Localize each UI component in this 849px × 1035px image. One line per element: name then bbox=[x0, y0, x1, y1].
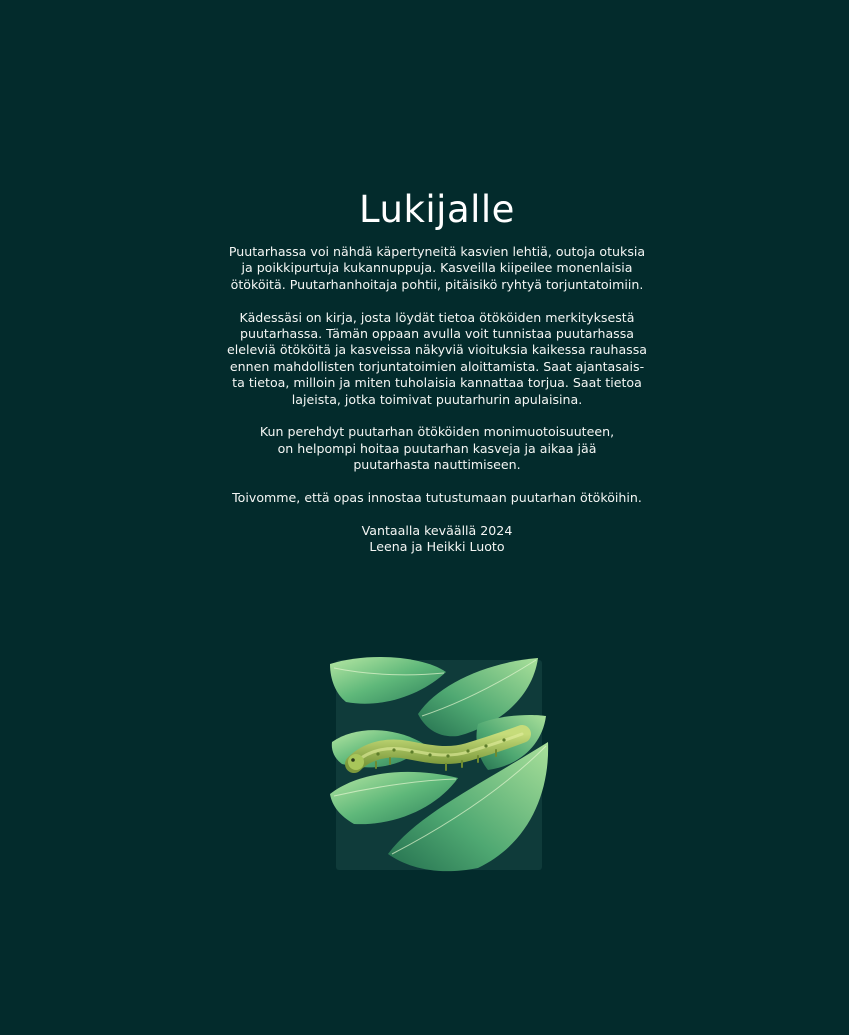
text-line: puutarhassa. Tämän oppaan avulla voit tunnistaa puutarhassa bbox=[239, 326, 635, 342]
paragraph-2 bbox=[187, 310, 687, 408]
text-line: puutarhasta nauttimiseen. bbox=[353, 457, 521, 473]
caterpillar-on-leaves-illustration bbox=[328, 654, 550, 874]
text-line: ennen mahdollisten torjuntatoimien aloittamista. Saat ajantasais- bbox=[229, 358, 645, 374]
foreword-text bbox=[187, 244, 687, 572]
text-line: Kädessäsi on kirja, josta löydät tietoa ötököiden merkityksestä bbox=[239, 309, 635, 325]
text-line: ja poikkipurtuja kukannuppuja. Kasveilla kiipeilee monenlaisia bbox=[241, 260, 633, 276]
paragraph-4 bbox=[187, 490, 687, 506]
text-line: ötököitä. Puutarhanhoitaja pohtii, pitäisikö ryhtyä torjuntatoimiin. bbox=[230, 276, 644, 292]
text-line: on helpompi hoitaa puutarhan kasveja ja aikaa jää bbox=[277, 440, 597, 456]
signature bbox=[187, 523, 687, 556]
text-line: eleleviä ötököitä ja kasveissa näkyviä vioituksia kaikessa rauhassa bbox=[226, 342, 648, 358]
paragraph-3 bbox=[187, 424, 687, 473]
text-line: Toivomme, että opas innostaa tutustumaan puutarhan ötököihin. bbox=[232, 490, 642, 506]
page-title: Lukijalle bbox=[359, 188, 515, 231]
paragraph-1 bbox=[187, 244, 687, 293]
text-line: Puutarhassa voi nähdä käpertyneitä kasvien lehtiä, outoja otuksia bbox=[228, 244, 646, 259]
signature-place-date: Vantaalla keväällä 2024 bbox=[361, 522, 513, 538]
text-line: lajeista, jotka toimivat puutarhurin apulaisina. bbox=[291, 391, 583, 407]
signature-authors: Leena ja Heikki Luoto bbox=[369, 539, 505, 555]
text-line: ta tietoa, milloin ja miten tuholaisia kannattaa torjua. Saat tietoa bbox=[232, 375, 642, 391]
text-line: Kun perehdyt puutarhan ötököiden monimuotoisuuteen, bbox=[259, 424, 615, 440]
